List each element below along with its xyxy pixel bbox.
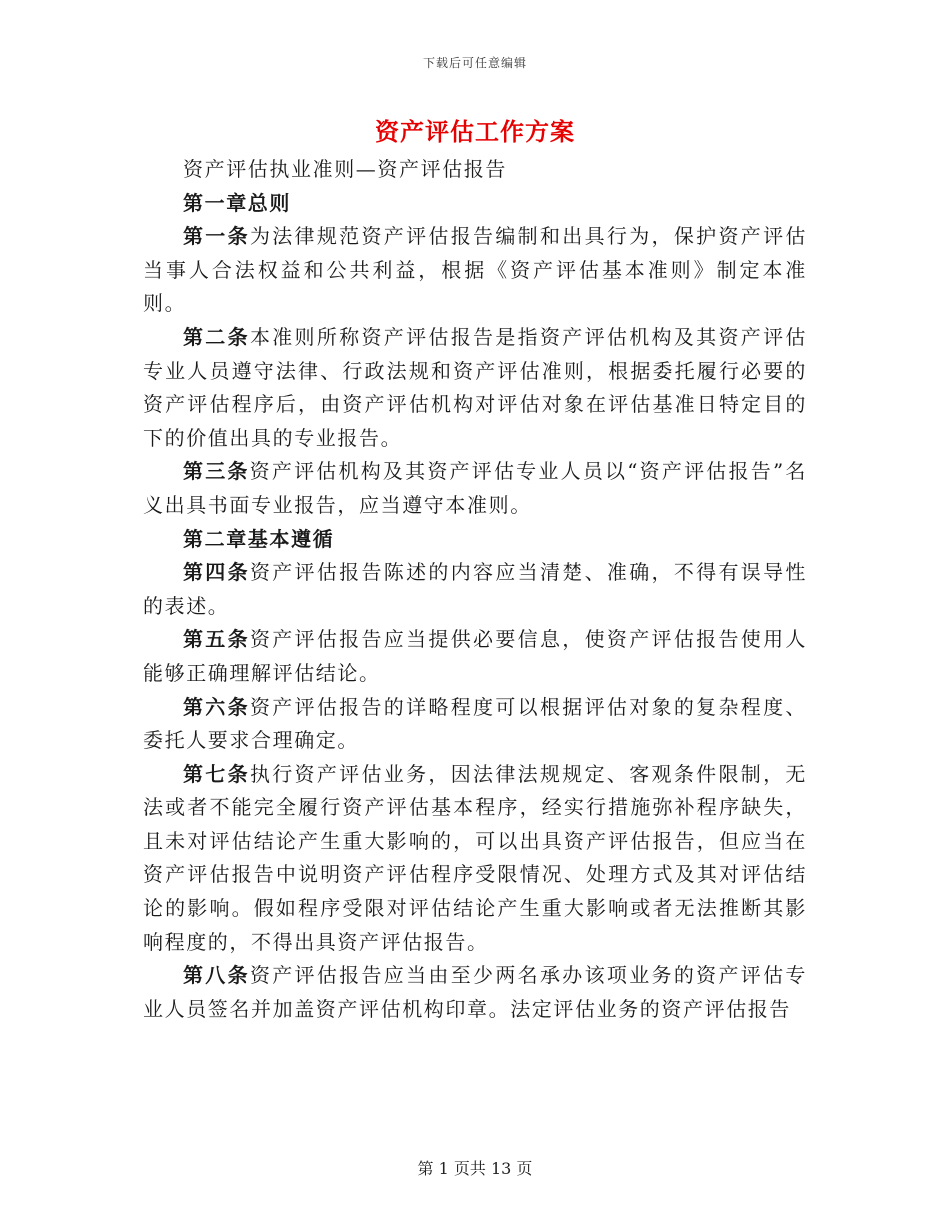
chapter-heading-2: 第二章基本遵循 — [183, 526, 335, 551]
article-text: 资产评估报告陈述的内容应当清楚、准确，不得有误导性的表述。 — [143, 560, 807, 618]
article-3 — [143, 455, 807, 522]
article-4 — [143, 556, 807, 623]
page-number: 第 1 页共 13 页 — [417, 1159, 533, 1178]
article-7 — [143, 758, 807, 960]
document-body — [143, 153, 807, 1026]
article-number: 第二条 — [183, 324, 250, 349]
document-title: 资产评估工作方案 — [375, 117, 575, 146]
article-number: 第四条 — [183, 560, 250, 585]
article-6 — [143, 691, 807, 758]
article-text: 本准则所称资产评估报告是指资产评估机构及其资产评估专业人员遵守法律、行政法规和资产评估准则，根据委托履行必要的资产评估程序后，由资产评估机构对评估对象在评估基准日特定目的下的价值出具的专业报告。 — [143, 324, 807, 450]
article-text: 资产评估机构及其资产评估专业人员以“资产评估报告”名义出具书面专业报告，应当遵守本准则。 — [143, 459, 807, 517]
article-2 — [143, 321, 807, 455]
article-text: 资产评估报告应当提供必要信息，使资产评估报告使用人能够正确理解评估结论。 — [143, 627, 807, 685]
document-subtitle: 资产评估执业准则—资产评估报告 — [183, 157, 507, 181]
article-text: 资产评估报告的详略程度可以根据评估对象的复杂程度、委托人要求合理确定。 — [143, 694, 807, 753]
page-header-note: 下载后可任意编辑 — [422, 56, 527, 70]
article-number: 第三条 — [183, 459, 250, 484]
article-text: 资产评估报告应当由至少两名承办该项业务的资产评估专业人员签名并加盖资产评估机构印章。法定评估业务的资产评估报告 — [143, 963, 807, 1021]
article-number: 第八条 — [183, 963, 250, 988]
article-number: 第一条 — [183, 224, 250, 249]
article-1 — [143, 220, 807, 321]
article-text: 为法律规范资产评估报告编制和出具行为，保护资产评估当事人合法权益和公共利益，根据《资产评估基本准则》制定本准则。 — [143, 224, 807, 316]
chapter-heading-1: 第一章总则 — [183, 190, 291, 215]
article-5 — [143, 623, 807, 690]
article-number: 第六条 — [183, 694, 250, 719]
article-text: 执行资产评估业务，因法律法规规定、客观条件限制，无法或者不能完全履行资产评估基本程序，经实行措施弥补程序缺失，且未对评估结论产生重大影响的，可以出具资产评估报告，但应当在资产评估报告中说明资产评估程序受限情况、处理方式及其对评估结论的影响。假如程序受限对评估结论产生重大影响或者无法推断其影响程度的，不得出具资产评估报告。 — [143, 761, 807, 954]
article-number: 第七条 — [183, 761, 250, 786]
article-number: 第五条 — [183, 627, 250, 652]
article-8 — [143, 959, 807, 1026]
